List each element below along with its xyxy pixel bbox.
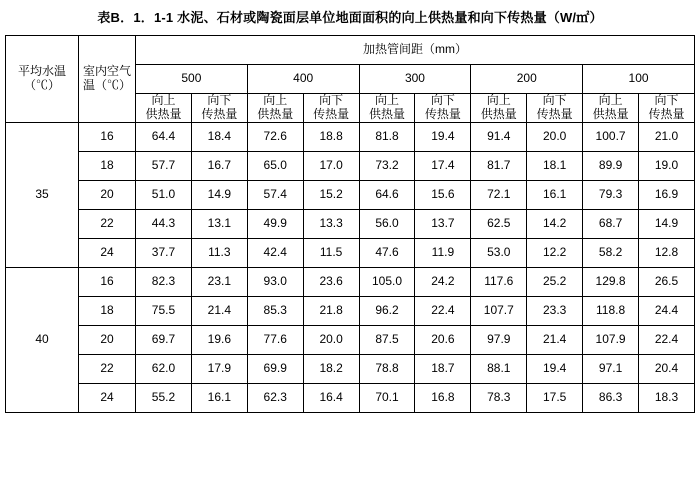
water-temp-35: 35	[6, 122, 79, 267]
air-temp-cell: 16	[79, 267, 136, 296]
value-cell: 62.5	[471, 209, 527, 238]
value-cell: 72.1	[471, 180, 527, 209]
value-cell: 18.8	[303, 122, 359, 151]
value-cell: 21.4	[527, 325, 583, 354]
air-temp-cell: 24	[79, 238, 136, 267]
value-cell: 17.9	[191, 354, 247, 383]
header-downward-heat-500: 向下 传热量	[191, 93, 247, 122]
header-pipe-spacing-group: 加热管间距（mm）	[136, 35, 695, 64]
value-cell: 20.6	[415, 325, 471, 354]
value-cell: 11.3	[191, 238, 247, 267]
value-cell: 23.6	[303, 267, 359, 296]
air-temp-cell: 20	[79, 180, 136, 209]
value-cell: 21.8	[303, 296, 359, 325]
header-mean-water-temp: 平均水温 （℃）	[6, 35, 79, 122]
value-cell: 97.9	[471, 325, 527, 354]
value-cell: 79.3	[583, 180, 639, 209]
value-cell: 18.7	[415, 354, 471, 383]
water-temp-40: 40	[6, 267, 79, 412]
value-cell: 73.2	[359, 151, 415, 180]
header-downward-heat-300: 向下 传热量	[415, 93, 471, 122]
value-cell: 62.0	[136, 354, 192, 383]
value-cell: 11.9	[415, 238, 471, 267]
value-cell: 86.3	[583, 383, 639, 412]
value-cell: 18.2	[303, 354, 359, 383]
value-cell: 21.4	[191, 296, 247, 325]
heat-output-table	[5, 35, 695, 413]
value-cell: 89.9	[583, 151, 639, 180]
value-cell: 13.1	[191, 209, 247, 238]
value-cell: 26.5	[639, 267, 695, 296]
value-cell: 96.2	[359, 296, 415, 325]
value-cell: 20.0	[527, 122, 583, 151]
value-cell: 87.5	[359, 325, 415, 354]
value-cell: 17.4	[415, 151, 471, 180]
value-cell: 16.1	[191, 383, 247, 412]
value-cell: 91.4	[471, 122, 527, 151]
value-cell: 21.0	[639, 122, 695, 151]
header-indoor-air-temp: 室内空气 温（℃）	[79, 35, 136, 122]
value-cell: 55.2	[136, 383, 192, 412]
value-cell: 19.0	[639, 151, 695, 180]
value-cell: 107.7	[471, 296, 527, 325]
value-cell: 16.9	[639, 180, 695, 209]
table-row	[6, 238, 695, 267]
value-cell: 72.6	[247, 122, 303, 151]
value-cell: 17.5	[527, 383, 583, 412]
value-cell: 12.8	[639, 238, 695, 267]
value-cell: 15.6	[415, 180, 471, 209]
value-cell: 65.0	[247, 151, 303, 180]
air-temp-cell: 22	[79, 209, 136, 238]
value-cell: 100.7	[583, 122, 639, 151]
header-upward-heat-200: 向上 供热量	[471, 93, 527, 122]
value-cell: 49.9	[247, 209, 303, 238]
value-cell: 47.6	[359, 238, 415, 267]
value-cell: 57.7	[136, 151, 192, 180]
table-row	[6, 180, 695, 209]
table-row	[6, 209, 695, 238]
value-cell: 18.3	[639, 383, 695, 412]
value-cell: 16.7	[191, 151, 247, 180]
value-cell: 69.9	[247, 354, 303, 383]
value-cell: 85.3	[247, 296, 303, 325]
value-cell: 22.4	[415, 296, 471, 325]
value-cell: 56.0	[359, 209, 415, 238]
air-temp-cell: 24	[79, 383, 136, 412]
value-cell: 19.6	[191, 325, 247, 354]
table-row	[6, 122, 695, 151]
header-upward-heat-400: 向上 供热量	[247, 93, 303, 122]
value-cell: 16.4	[303, 383, 359, 412]
value-cell: 77.6	[247, 325, 303, 354]
air-temp-cell: 20	[79, 325, 136, 354]
value-cell: 97.1	[583, 354, 639, 383]
value-cell: 88.1	[471, 354, 527, 383]
header-spacing-100: 100	[583, 64, 695, 93]
value-cell: 16.8	[415, 383, 471, 412]
value-cell: 22.4	[639, 325, 695, 354]
value-cell: 51.0	[136, 180, 192, 209]
value-cell: 14.2	[527, 209, 583, 238]
header-downward-heat-200: 向下 传热量	[527, 93, 583, 122]
value-cell: 68.7	[583, 209, 639, 238]
header-downward-heat-100: 向下 传热量	[639, 93, 695, 122]
header-spacing-200: 200	[471, 64, 583, 93]
table-header	[6, 35, 695, 122]
value-cell: 64.4	[136, 122, 192, 151]
value-cell: 24.4	[639, 296, 695, 325]
value-cell: 64.6	[359, 180, 415, 209]
value-cell: 118.8	[583, 296, 639, 325]
value-cell: 18.1	[527, 151, 583, 180]
value-cell: 19.4	[415, 122, 471, 151]
value-cell: 14.9	[191, 180, 247, 209]
value-cell: 37.7	[136, 238, 192, 267]
value-cell: 82.3	[136, 267, 192, 296]
value-cell: 69.7	[136, 325, 192, 354]
value-cell: 25.2	[527, 267, 583, 296]
value-cell: 23.1	[191, 267, 247, 296]
value-cell: 78.8	[359, 354, 415, 383]
value-cell: 107.9	[583, 325, 639, 354]
table-row	[6, 383, 695, 412]
value-cell: 75.5	[136, 296, 192, 325]
air-temp-cell: 18	[79, 296, 136, 325]
header-spacing-300: 300	[359, 64, 471, 93]
table-row	[6, 325, 695, 354]
header-row-group	[6, 35, 695, 64]
value-cell: 24.2	[415, 267, 471, 296]
header-downward-heat-400: 向下 传热量	[303, 93, 359, 122]
value-cell: 78.3	[471, 383, 527, 412]
value-cell: 42.4	[247, 238, 303, 267]
value-cell: 70.1	[359, 383, 415, 412]
value-cell: 13.7	[415, 209, 471, 238]
value-cell: 53.0	[471, 238, 527, 267]
air-temp-cell: 22	[79, 354, 136, 383]
value-cell: 117.6	[471, 267, 527, 296]
header-spacing-400: 400	[247, 64, 359, 93]
table-title: 表B．1．1-1 水泥、石材或陶瓷面层单位地面面积的向上供热量和向下传热量（W/㎡）	[97, 10, 603, 25]
value-cell: 57.4	[247, 180, 303, 209]
header-upward-heat-500: 向上 供热量	[136, 93, 192, 122]
value-cell: 12.2	[527, 238, 583, 267]
value-cell: 62.3	[247, 383, 303, 412]
value-cell: 16.1	[527, 180, 583, 209]
value-cell: 18.4	[191, 122, 247, 151]
value-cell: 44.3	[136, 209, 192, 238]
table-row	[6, 151, 695, 180]
value-cell: 23.3	[527, 296, 583, 325]
table-row	[6, 354, 695, 383]
table-body	[6, 122, 695, 412]
value-cell: 81.7	[471, 151, 527, 180]
value-cell: 17.0	[303, 151, 359, 180]
table-row	[6, 267, 695, 296]
value-cell: 20.0	[303, 325, 359, 354]
header-upward-heat-100: 向上 供热量	[583, 93, 639, 122]
value-cell: 15.2	[303, 180, 359, 209]
value-cell: 14.9	[639, 209, 695, 238]
air-temp-cell: 18	[79, 151, 136, 180]
air-temp-cell: 16	[79, 122, 136, 151]
value-cell: 105.0	[359, 267, 415, 296]
value-cell: 13.3	[303, 209, 359, 238]
value-cell: 129.8	[583, 267, 639, 296]
value-cell: 19.4	[527, 354, 583, 383]
value-cell: 20.4	[639, 354, 695, 383]
value-cell: 93.0	[247, 267, 303, 296]
value-cell: 81.8	[359, 122, 415, 151]
value-cell: 11.5	[303, 238, 359, 267]
header-upward-heat-300: 向上 供热量	[359, 93, 415, 122]
value-cell: 58.2	[583, 238, 639, 267]
header-spacing-500: 500	[136, 64, 248, 93]
table-row	[6, 296, 695, 325]
